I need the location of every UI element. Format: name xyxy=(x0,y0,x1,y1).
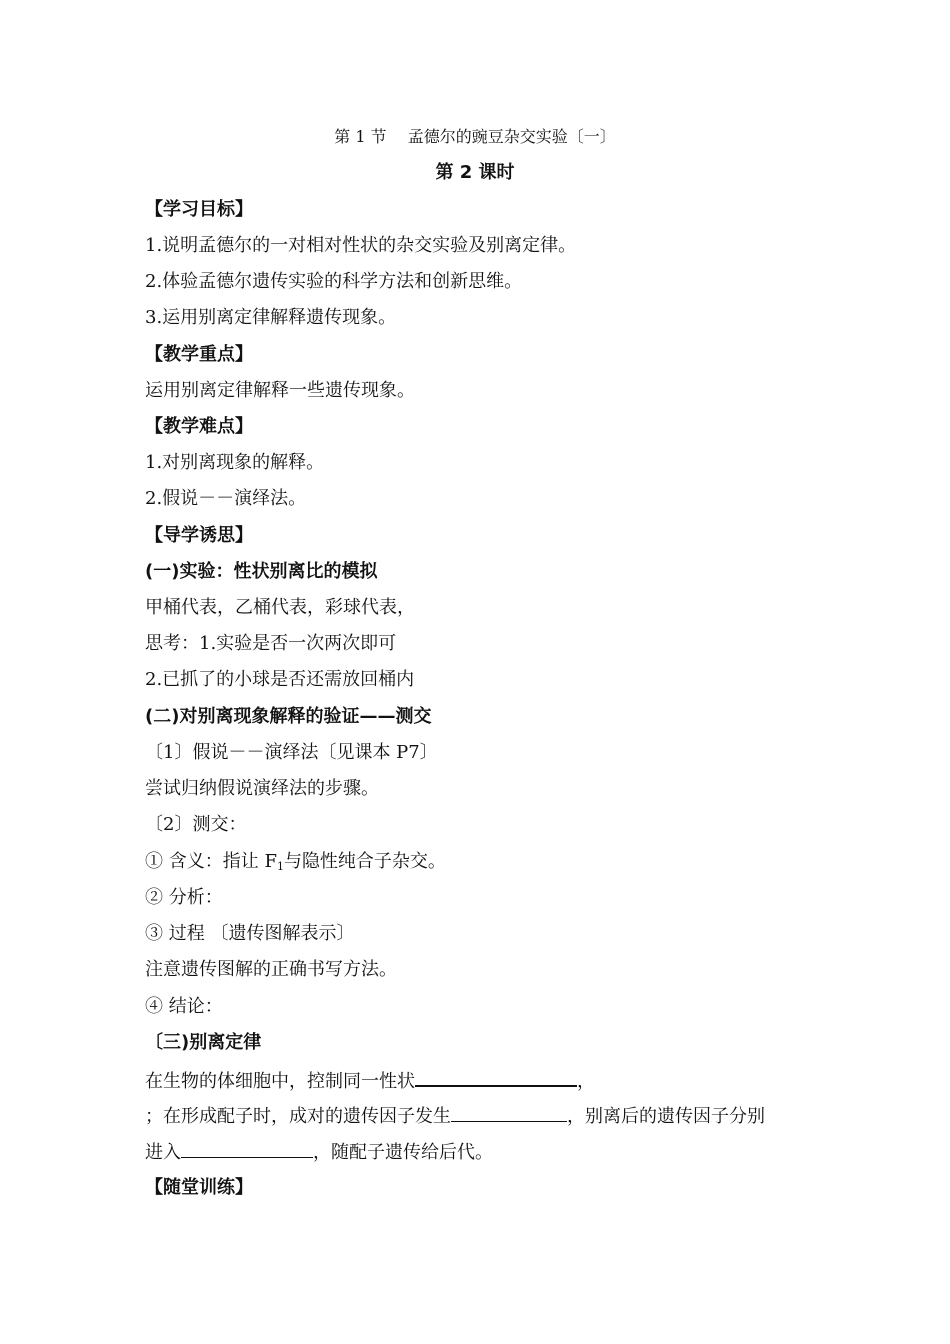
part2-item: 注意遗传图解的正确书写方法。 xyxy=(145,959,397,980)
page-subtitle: 第 2 课时 xyxy=(435,162,515,183)
law-text: ，随配子遗传给后代。 xyxy=(313,1142,493,1163)
meaning-suffix: 与隐性纯合子杂交。 xyxy=(283,851,446,872)
law-text: ，别离后的遗传因子分别 xyxy=(567,1106,765,1127)
law-text: ， xyxy=(577,1071,595,1092)
part1-heading: (一)实验：性状别离比的模拟 xyxy=(145,561,378,582)
part1-line: 甲桶代表，乙桶代表，彩球代表， xyxy=(145,597,415,618)
difficulty-item: 2.假说－－演绎法。 xyxy=(145,488,307,509)
difficulty-heading: 【教学难点】 xyxy=(145,416,253,437)
difficulty-item: 1.对别离现象的解释。 xyxy=(145,452,325,473)
keypoint-text: 运用别离定律解释一些遗传现象。 xyxy=(145,380,415,401)
part1-line: 思考：1.实验是否一次两次即可 xyxy=(145,633,397,654)
law-text: 进入 xyxy=(145,1142,181,1163)
part1-line: 2.已抓了的小球是否还需放回桶内 xyxy=(145,669,415,690)
practice-heading: 【随堂训练】 xyxy=(145,1177,253,1198)
law-line-2 xyxy=(145,1103,765,1129)
part2-line: 〔2〕测交： xyxy=(145,814,247,835)
fill-blank[interactable] xyxy=(181,1139,313,1158)
part2-item: ② 分析： xyxy=(145,887,223,908)
fill-blank[interactable] xyxy=(451,1103,567,1122)
page-title: 第 1 节 孟德尔的豌豆杂交实验〔一〕 xyxy=(334,127,616,146)
part2-line: 〔1〕假说－－演绎法〔见课本 P7〕 xyxy=(145,742,438,763)
law-line-3 xyxy=(145,1139,493,1165)
goals-heading: 【学习目标】 xyxy=(145,199,253,220)
law-text: 在生物的体细胞中，控制同一性状 xyxy=(145,1071,415,1092)
part2-item: ④ 结论： xyxy=(145,996,223,1017)
part2-heading: (二)对别离现象解释的验证——测交 xyxy=(145,706,432,727)
goal-item: 1.说明孟德尔的一对相对性状的杂交实验及别离定律。 xyxy=(145,235,577,256)
goal-item: 3.运用别离定律解释遗传现象。 xyxy=(145,307,397,328)
meaning-subscript: 1 xyxy=(276,860,284,873)
part2-item: ③ 过程 〔遗传图解表示〕 xyxy=(145,923,355,944)
fill-blank[interactable] xyxy=(415,1067,577,1087)
meaning-line xyxy=(145,850,446,879)
meaning-prefix: ① 含义：指让 F xyxy=(145,851,277,872)
guide-heading: 【导学诱思】 xyxy=(145,525,253,546)
goal-item: 2.体验孟德尔遗传实验的科学方法和创新思维。 xyxy=(145,271,523,292)
law-line-1 xyxy=(145,1067,595,1094)
part2-line: 尝试归纳假说演绎法的步骤。 xyxy=(145,778,379,799)
part3-heading: 〔三)别离定律 xyxy=(145,1032,262,1053)
law-text: ；在形成配子时，成对的遗传因子发生 xyxy=(145,1106,451,1127)
keypoint-heading: 【教学重点】 xyxy=(145,344,253,365)
